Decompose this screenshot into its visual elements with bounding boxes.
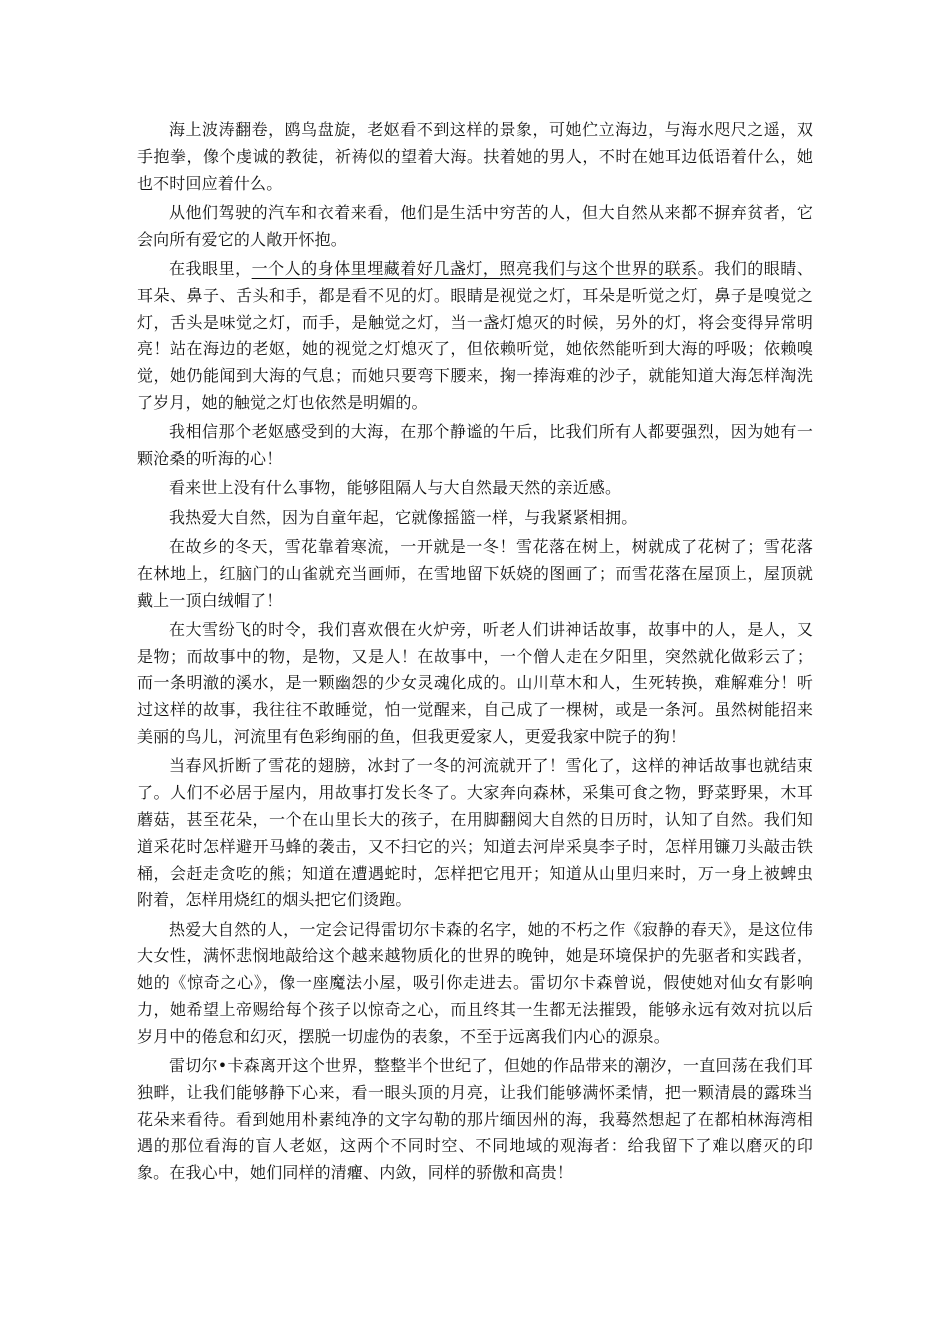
- paragraph-9: 当春风折断了雪花的翅膀，冰封了一冬的河流就开了！雪化了，这样的神话故事也就结束了。人们不必居于屋内，用故事打发长冬了。大家奔向森林，采集可食之物，野菜野果，木耳蘑菇，甚至花朵，一个在山里长大的孩子，在用脚翻阅大自然的日历时，认知了自然。我们知道采花时怎样避开马蜂的袭击，又不扫它的兴；知道去河岸采臭李子时，怎样用镰刀头敲击铁桶，会赶走贪吃的熊；知道在遭遇蛇时，怎样把它甩开；知道从山里归来时，万一身上被蜱虫附着，怎样用烧红的烟头把它们烫跑。: [137, 756, 813, 910]
- paragraph-3-rest: 。我们的眼睛、耳朵、鼻子、舌头和手，都是看不见的灯。眼睛是视觉之灯，耳朵是听觉之灯，鼻子是嗅觉之灯，舌头是味觉之灯，而手，是触觉之灯，当一盏灯熄灭的时候，另外的灯，将会变得异常明亮！站在海边的老妪，她的视觉之灯熄灭了，但依赖听觉，她依然能听到大海的呼吸；依赖嗅觉，她仍能闻到大海的气息；而她只要弯下腰来，掬一捧海难的沙子，就能知道大海怎样淘洗了岁月，她的触觉之灯也依然是明媚的。: [137, 258, 813, 412]
- underlined-key-sentence: 一个人的身体里埋藏着好几盏灯，照亮我们与这个世界的联系: [251, 258, 698, 278]
- paragraph-4: 我相信那个老妪感受到的大海，在那个静谧的午后，比我们所有人都要强烈，因为她有一颗沧桑的听海的心！: [137, 422, 813, 469]
- paragraph-7: 在故乡的冬天，雪花靠着寒流，一开就是一冬！雪花落在树上，树就成了花树了；雪花落在林地上，红脑门的山雀就充当画师，在雪地留下妖娆的图画了；而雪花落在屋顶上，屋顶就戴上一顶白绒帽了！: [137, 536, 813, 610]
- paragraph-2: 从他们驾驶的汽车和衣着来看，他们是生活中穷苦的人，但大自然从来都不摒弃贫者，它会向所有爱它的人敞开怀抱。: [137, 202, 813, 249]
- paragraph-3: [137, 256, 813, 417]
- paragraph-1: 海上波涛翻卷，鸥鸟盘旋，老妪看不到这样的景象，可她伫立海边，与海水咫尺之遥，双手抱拳，像个虔诚的教徒，祈祷似的望着大海。扶着她的男人，不时在她耳边低语着什么，她也不时回应着什么。: [137, 120, 813, 193]
- paragraph-5: 看来世上没有什么事物，能够阻隔人与大自然最天然的亲近感。: [169, 478, 622, 498]
- paragraph-11: 雷切尔•卡森离开这个世界，整整半个世纪了，但她的作品带来的潮汐，一直回荡在我们耳独畔，让我们能够静下心来，看一眼头顶的月亮，让我们能够满怀柔情，把一颗清晨的露珠当花朵来看待。看到她用朴素纯净的文字勾勒的那片缅因州的海，我蓦然想起了在都柏林海湾相遇的那位看海的盲人老妪，这两个不同时空、不同地域的观海者：给我留下了难以磨灭的印象。在我心中，她们同样的清癯、内敛，同样的骄傲和高贵！: [137, 1056, 813, 1183]
- document-body: [137, 117, 813, 1190]
- paragraph-3-lead: 在我眼里，: [169, 258, 252, 278]
- paragraph-6: 我热爱大自然，因为自童年起，它就像摇篮一样，与我紧紧相拥。: [169, 507, 638, 527]
- paragraph-10: 热爱大自然的人，一定会记得雷切尔卡森的名字，她的不朽之作《寂静的春天》，是这位伟大女性，满怀悲悯地敲给这个越来越物质化的世界的晚钟，她是环境保护的先驱者和实践者，她的《惊奇之心》，像一座魔法小屋，吸引你走进去。雷切尔卡森曾说，假使她对仙女有影响力，她希望上帝赐给每个孩子以惊奇之心，而且终其一生都无法摧毁，能够永远有效对抗以后岁月中的倦怠和幻灭，摆脱一切虚伪的表象，不至于远离我们内心的源泉。: [137, 919, 813, 1046]
- paragraph-8: 在大雪纷飞的时令，我们喜欢偎在火炉旁，听老人们讲神话故事，故事中的人，是人，又是物；而故事中的物，是物，又是人！在故事中，一个僧人走在夕阳里，突然就化做彩云了；而一条明澈的溪水，是一颗幽怨的少女灵魂化成的。山川草木和人，生死转换，难解难分！听过这样的故事，我往往不敢睡觉，怕一觉醒来，自己成了一棵树，或是一条河。虽然树能招来美丽的鸟儿，河流里有色彩绚丽的鱼，但我更爱家人，更爱我家中院子的狗！: [137, 619, 813, 747]
